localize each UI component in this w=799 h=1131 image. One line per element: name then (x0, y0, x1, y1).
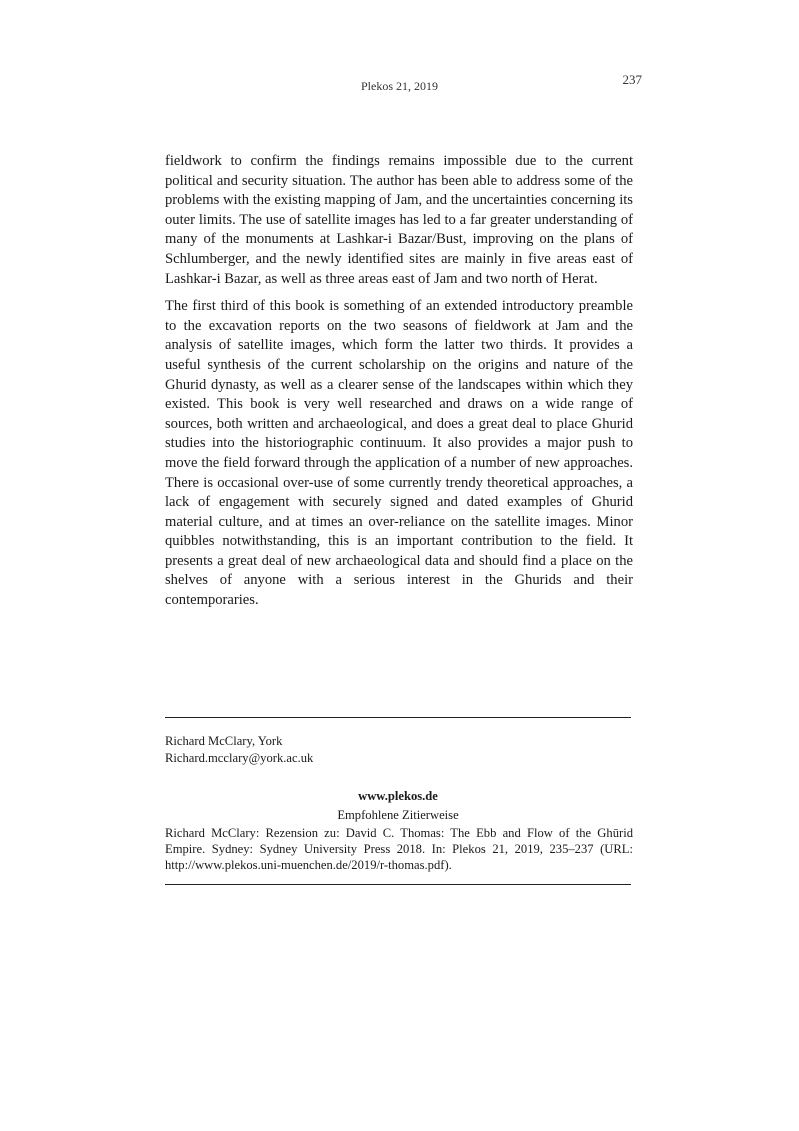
author-name: Richard McClary, York (165, 734, 283, 748)
citation-heading: Empfohlene Zitierweise (337, 808, 459, 822)
body-paragraph-2: The first third of this book is something of an extended introductory preamble to the excavation reports on the two seasons of fieldwork at Jam and the analysis of satellite images, which form the latter two thirds. It provides a useful synthesis of the current scholarship on the origins and nature of the Ghurid dynasty, as well as a clearer sense of the landscapes within which they existed. This book is very well researched and draws on a wide range of sources, both written and archaeological, and does a great deal to place Ghurid studies into the historiographic continuum. It also provides a major push to move the field forward through the application of a number of new approaches. There is occasional over-use of some currently trendy theoretical approaches, a lack of engagement with securely signed and dated examples of Ghurid material culture, and at times an over-reliance on the satellite images. Minor quibbles notwithstanding, this is an important contribution to the field. It presents a great deal of new archaeological data and should find a place on the shelves of anyone with a serious interest in the Ghurids and their contemporaries. (165, 298, 633, 609)
author-block (165, 733, 635, 767)
review-body (165, 152, 633, 619)
citation-text: Richard McClary: Rezension zu: David C. Thomas: The Ebb and Flow of the Ghūrid Empire. Sydney: Sydney University Press 2018. In: Plekos 21, 2019, 235–237 (URL: http://www.plekos.uni-muenchen.de/2019/r-thomas.pdf). (165, 826, 633, 872)
page-number: 237 (622, 72, 642, 87)
bottom-divider (165, 884, 631, 885)
running-title: Plekos 21, 2019 (360, 79, 438, 93)
website-link[interactable]: www.plekos.de (358, 789, 438, 803)
body-paragraph-1: fieldwork to confirm the findings remains impossible due to the current political and security situation. The author has been able to address some of the problems with the existing mapping of Jam, and the uncertainties concerning its outer limits. The use of satellite images has led to a far greater understanding of many of the monuments at Lashkar-i Bazar/Bust, improving on the plans of Schlumberger, and the newly identified sites are mainly in five areas east of Lashkar-i Bazar, as well as three areas east of Jam and two north of Herat. (165, 153, 633, 287)
author-email: Richard.mcclary@york.ac.uk (165, 751, 314, 765)
top-divider (165, 717, 631, 718)
